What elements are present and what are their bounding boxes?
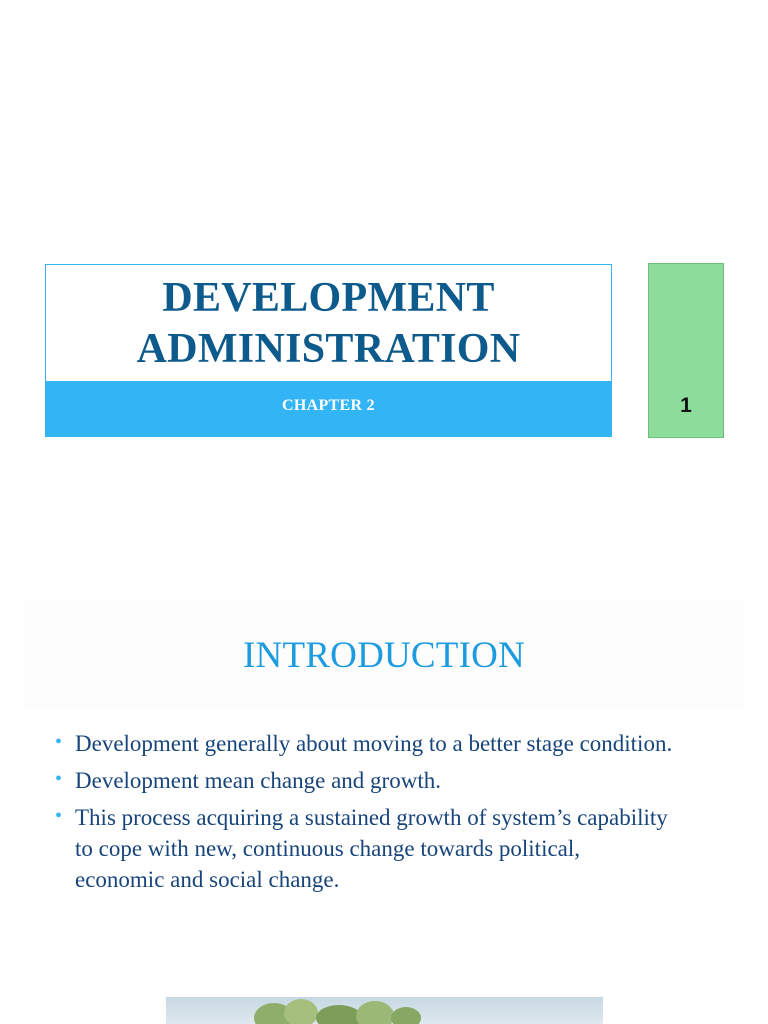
bullet-dot-icon: • (55, 805, 63, 827)
bullet-text: This process acquiring a sustained growth of system’s capability to cope with new, continuous change towards political, economic and social change. (75, 805, 668, 892)
section-header (26, 603, 742, 707)
slide-number: 1 (680, 394, 692, 417)
bullet-text: Development generally about moving to a better stage condition. (75, 731, 673, 756)
slide-title-line-2: ADMINISTRATION (136, 326, 521, 372)
bullet-list (55, 728, 675, 901)
bullet-dot-icon: • (55, 768, 63, 790)
slide-photo (166, 997, 603, 1024)
slide-title-line-1: DEVELOPMENT (162, 275, 495, 321)
slide-number-box (648, 263, 724, 438)
bullet-dot-icon: • (55, 731, 63, 753)
chapter-label: CHAPTER 2 (282, 396, 375, 414)
list-item (55, 728, 675, 759)
list-item (55, 802, 675, 895)
section-heading: INTRODUCTION (243, 635, 525, 676)
bullet-text: Development mean change and growth. (75, 768, 441, 793)
chapter-band (46, 381, 611, 436)
list-item (55, 765, 675, 796)
title-slide-box (45, 264, 612, 437)
slide-title (46, 273, 611, 375)
